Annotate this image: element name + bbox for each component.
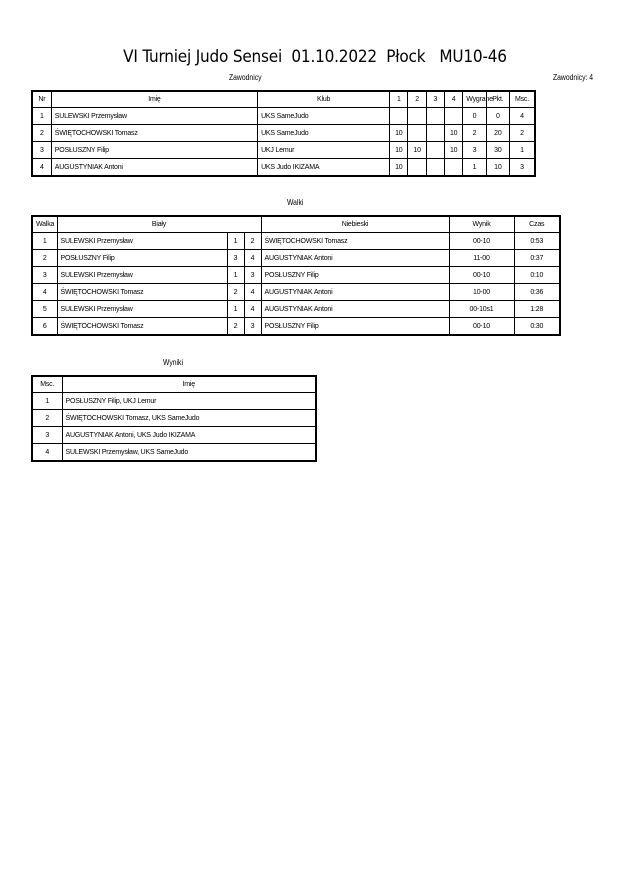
table-row [32, 318, 560, 336]
cell-round: 10 [390, 159, 408, 177]
col-header: Niebieski [261, 216, 449, 233]
page-title: VI Turniej Judo Sensei 01.10.2022 Płock MU10-46 [123, 47, 507, 67]
cell-name: ŚWIĘTOCHOWSKI Tomasz, UKS SameJudo [62, 410, 316, 427]
cell-round [426, 142, 444, 159]
competitors-count: Zawodnicy: 4 [553, 73, 594, 82]
table-row [32, 444, 316, 462]
col-header: Czas [514, 216, 560, 233]
cell-name: AUGUSTYNIAK Antoni, UKS Judo IKIZAMA [62, 427, 316, 444]
cell-round [390, 108, 408, 125]
cell-wins: 3 [463, 142, 486, 159]
cell-blue: POSŁUSZNY Filip [261, 267, 449, 284]
cell-points: 0 [486, 108, 509, 125]
col-header: Biały [57, 216, 261, 233]
cell-place: 3 [510, 159, 536, 177]
col-header: Nr [32, 91, 51, 108]
cell-name: SULEWSKI Przemysław [51, 108, 257, 125]
cell-white-nr: 1 [227, 233, 244, 250]
table-header-row [32, 376, 316, 393]
competitors-table [31, 90, 536, 177]
col-header: 4 [445, 91, 463, 108]
cell-result: 00-10s1 [449, 301, 514, 318]
cell-white: SULEWSKI Przemysław [57, 301, 227, 318]
cell-round [426, 108, 444, 125]
cell-club: UKJ Lemur [258, 142, 390, 159]
cell-result: 00-10 [449, 233, 514, 250]
cell-fight-no: 4 [32, 284, 57, 301]
col-header: Msc. [32, 376, 62, 393]
cell-white: POSŁUSZNY Filip [57, 250, 227, 267]
cell-time: 0:10 [514, 267, 560, 284]
col-header: 3 [426, 91, 444, 108]
cell-round: 10 [390, 125, 408, 142]
fights-table [31, 215, 561, 336]
cell-blue-nr: 3 [244, 267, 261, 284]
cell-result: 11-00 [449, 250, 514, 267]
table-row [32, 233, 560, 250]
cell-name: SULEWSKI Przemysław, UKS SameJudo [62, 444, 316, 462]
table-header-row [32, 91, 535, 108]
cell-blue: POSŁUSZNY Filip [261, 318, 449, 336]
table-row [32, 159, 535, 177]
fights-heading: Walki [287, 198, 304, 207]
cell-white: ŚWIĘTOCHOWSKI Tomasz [57, 318, 227, 336]
cell-blue: AUGUSTYNIAK Antoni [261, 250, 449, 267]
cell-round [445, 159, 463, 177]
cell-fight-no: 2 [32, 250, 57, 267]
cell-round [408, 125, 426, 142]
competitors-heading: Zawodnicy [229, 73, 262, 82]
col-header: 2 [408, 91, 426, 108]
table-row [32, 393, 316, 410]
cell-points: 10 [486, 159, 509, 177]
cell-white-nr: 3 [227, 250, 244, 267]
cell-blue-nr: 3 [244, 318, 261, 336]
table-row [32, 250, 560, 267]
cell-blue: AUGUSTYNIAK Antoni [261, 284, 449, 301]
cell-fight-no: 6 [32, 318, 57, 336]
table-row [32, 267, 560, 284]
cell-points: 20 [486, 125, 509, 142]
col-header: Imię [51, 91, 257, 108]
cell-club: UKS SameJudo [258, 108, 390, 125]
cell-round [445, 108, 463, 125]
cell-round: 10 [390, 142, 408, 159]
cell-wins: 0 [463, 108, 486, 125]
table-row [32, 125, 535, 142]
cell-white: SULEWSKI Przemysław [57, 267, 227, 284]
cell-club: UKS SameJudo [258, 125, 390, 142]
cell-points: 30 [486, 142, 509, 159]
col-header: Pkt. [486, 91, 509, 108]
cell-name: ŚWIĘTOCHOWSKI Tomasz [51, 125, 257, 142]
cell-blue: ŚWIĘTOCHOWSKI Tomasz [261, 233, 449, 250]
cell-time: 0:30 [514, 318, 560, 336]
cell-blue-nr: 4 [244, 284, 261, 301]
cell-blue-nr: 2 [244, 233, 261, 250]
cell-nr: 3 [32, 142, 51, 159]
table-row [32, 108, 535, 125]
cell-white-nr: 2 [227, 284, 244, 301]
cell-round: 10 [408, 142, 426, 159]
cell-nr: 4 [32, 159, 51, 177]
cell-blue-nr: 4 [244, 301, 261, 318]
cell-nr: 2 [32, 125, 51, 142]
cell-white-nr: 1 [227, 267, 244, 284]
col-header: Imię [62, 376, 316, 393]
cell-white: SULEWSKI Przemysław [57, 233, 227, 250]
cell-place: 1 [510, 142, 536, 159]
cell-time: 0:53 [514, 233, 560, 250]
cell-white: ŚWIĘTOCHOWSKI Tomasz [57, 284, 227, 301]
cell-round [408, 108, 426, 125]
cell-time: 1:28 [514, 301, 560, 318]
cell-wins: 2 [463, 125, 486, 142]
cell-fight-no: 5 [32, 301, 57, 318]
table-row [32, 301, 560, 318]
cell-blue-nr: 4 [244, 250, 261, 267]
cell-name: POSŁUSZNY Filip, UKJ Lemur [62, 393, 316, 410]
cell-result: 10-00 [449, 284, 514, 301]
cell-white-nr: 2 [227, 318, 244, 336]
cell-name: POSŁUSZNY Filip [51, 142, 257, 159]
cell-place: 3 [32, 427, 62, 444]
cell-time: 0:36 [514, 284, 560, 301]
cell-fight-no: 3 [32, 267, 57, 284]
col-header: Walka [32, 216, 57, 233]
col-header: Msc. [510, 91, 536, 108]
cell-name: AUGUSTYNIAK Antoni [51, 159, 257, 177]
cell-round [426, 159, 444, 177]
cell-place: 1 [32, 393, 62, 410]
cell-nr: 1 [32, 108, 51, 125]
col-header: 1 [390, 91, 408, 108]
col-header: Klub [258, 91, 390, 108]
cell-round [426, 125, 444, 142]
results-table [31, 375, 317, 462]
cell-round: 10 [445, 125, 463, 142]
cell-wins: 1 [463, 159, 486, 177]
table-row [32, 410, 316, 427]
table-header-row [32, 216, 560, 233]
cell-club: UKS Judo IKIZAMA [258, 159, 390, 177]
cell-white-nr: 1 [227, 301, 244, 318]
cell-place: 4 [510, 108, 536, 125]
cell-result: 00-10 [449, 267, 514, 284]
table-row [32, 427, 316, 444]
cell-place: 2 [510, 125, 536, 142]
table-row [32, 142, 535, 159]
cell-round: 10 [445, 142, 463, 159]
col-header: Wynik [449, 216, 514, 233]
cell-result: 00-10 [449, 318, 514, 336]
cell-place: 2 [32, 410, 62, 427]
cell-blue: AUGUSTYNIAK Antoni [261, 301, 449, 318]
results-heading: Wyniki [163, 358, 183, 367]
cell-place: 4 [32, 444, 62, 462]
cell-fight-no: 1 [32, 233, 57, 250]
cell-time: 0:37 [514, 250, 560, 267]
cell-round [408, 159, 426, 177]
col-header: Wygrane [463, 91, 486, 108]
table-row [32, 284, 560, 301]
